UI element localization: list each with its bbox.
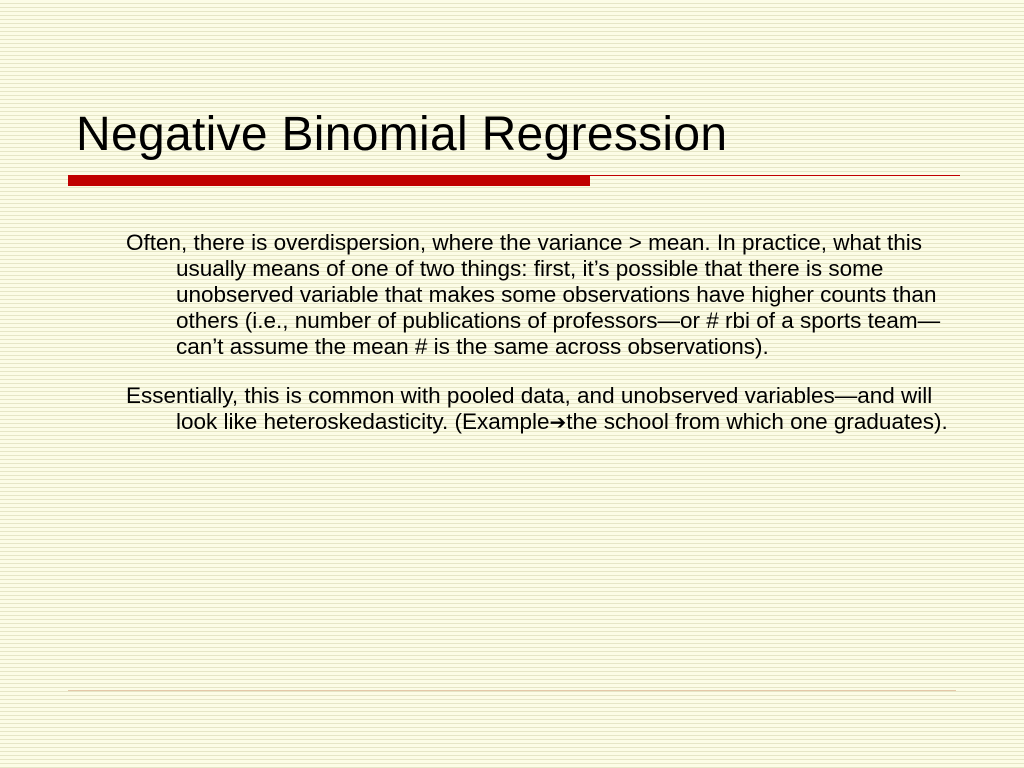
pooled-data-text: Essentially, this is common with pooled data, and unobserved variables—and will look like heteroskedasticity. (Example [126,383,933,434]
title-underline-thick [68,175,590,186]
example-text: the school from which one graduates). [566,409,948,434]
body-paragraph-overdispersion: Often, there is overdispersion, where the variance > mean. In practice, what this usually means of one of two things: first, it’s possible that there is some unobserved variable that makes some observations have higher counts than others (i.e., number of publications of professors—or # rbi of a sports team—can’t assume the mean # is the same across observations). [126,230,941,359]
right-arrow-icon: ➔ [549,412,567,434]
body-paragraph-pooled-data [126,383,956,436]
footer-divider [68,690,956,691]
slide-title: Negative Binomial Regression [76,108,728,161]
slide-body [126,230,956,459]
